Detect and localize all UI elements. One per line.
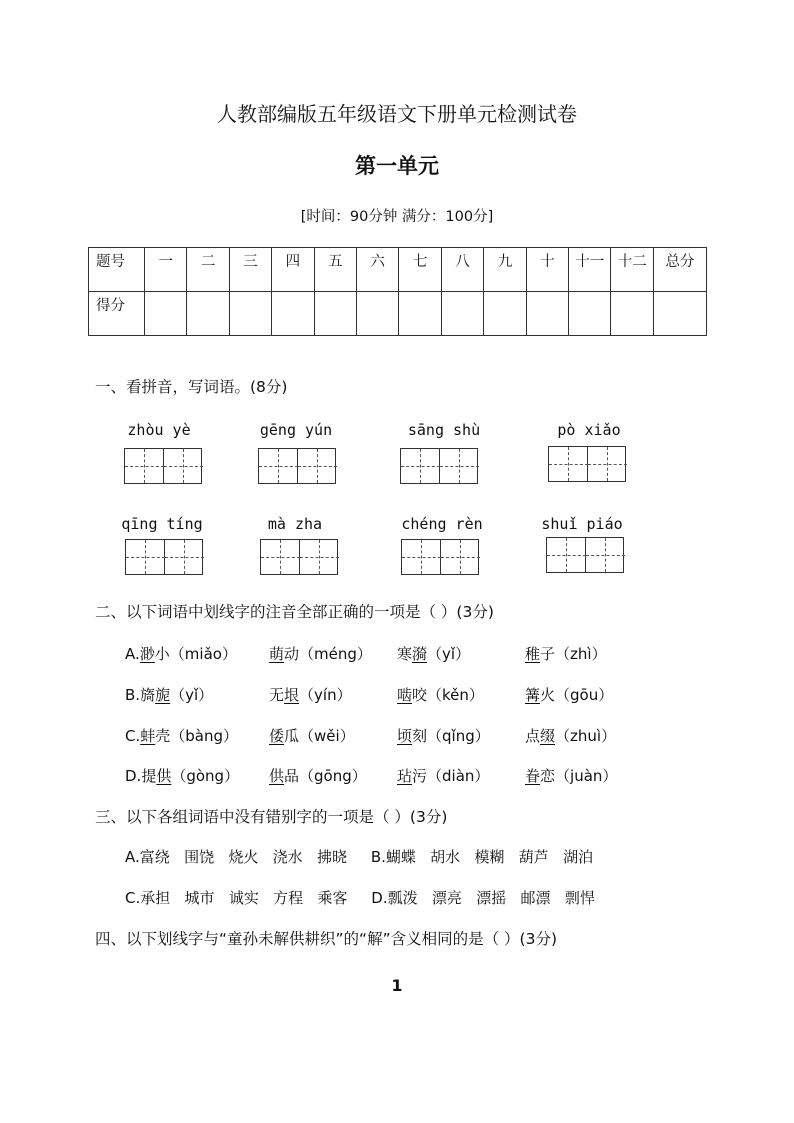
option-word: 玷污（diàn） (397, 767, 490, 785)
score-table (88, 247, 707, 336)
score-cell[interactable] (229, 292, 271, 336)
score-cell[interactable] (526, 292, 568, 336)
character-writing-box[interactable] (260, 539, 338, 575)
option-word: 篝火（gōu） (525, 686, 614, 704)
character-writing-box[interactable] (400, 448, 478, 484)
pinyin-prompt: mà zha (267, 515, 323, 533)
time-score-info: [时间：90分钟 满分：100分] (300, 209, 494, 225)
table-cell: 十 (526, 248, 568, 292)
table-cell: 七 (399, 248, 441, 292)
score-table-score-row (89, 292, 707, 336)
score-cell[interactable] (654, 292, 707, 336)
character-writing-box[interactable] (125, 539, 203, 575)
page-number: 1 (391, 976, 403, 995)
score-cell[interactable] (187, 292, 229, 336)
pinyin-prompt: sāng shù (407, 421, 481, 439)
exam-title: 人教部编版五年级语文下册单元检测试卷 (217, 102, 577, 126)
option-word: C.蚌壳（bàng） (125, 727, 239, 745)
character-writing-box[interactable] (258, 448, 336, 484)
option-word: D.提供（gòng） (125, 767, 240, 785)
table-cell: 得分 (89, 292, 145, 336)
table-cell: 六 (357, 248, 399, 292)
option-word: 倭瓜（wěi） (269, 727, 355, 745)
pinyin-prompt: chéng rèn (401, 515, 483, 533)
character-writing-box[interactable] (401, 539, 479, 575)
pinyin-prompt: shuǐ piáo (541, 515, 623, 533)
option-word: 啮咬（kěn） (397, 686, 484, 704)
score-cell[interactable] (399, 292, 441, 336)
table-cell: 题号 (89, 248, 145, 292)
question-3-options-line-1: A.富绕 围饶 烧火 浇水 拂晓 B.蝴蝶 胡水 模糊 葫芦 湖泊 (125, 848, 594, 866)
pinyin-prompt: pò xiǎo (557, 421, 621, 439)
table-cell: 四 (272, 248, 314, 292)
character-writing-box[interactable] (548, 446, 626, 482)
question-3-options-line-2: C.承担 城市 诚实 方程 乘客 D.瓢泼 漂亮 漂摇 邮漂 剽悍 (125, 889, 595, 907)
option-word: 无垠（yín） (269, 686, 352, 704)
option-word: 眷恋（juàn） (525, 767, 618, 785)
unit-title: 第一单元 (355, 153, 439, 178)
option-word: 寒漪（yǐ） (397, 645, 471, 663)
score-cell[interactable] (357, 292, 399, 336)
question-3-heading: 三、以下各组词语中没有错别字的一项是（ ）(3分) (95, 808, 448, 826)
question-1-heading: 一、看拼音，写词语。(8分) (95, 378, 288, 396)
option-word: A.渺小（miǎo） (125, 645, 237, 663)
table-cell: 五 (314, 248, 356, 292)
table-cell: 九 (484, 248, 526, 292)
score-cell[interactable] (569, 292, 611, 336)
table-cell: 一 (145, 248, 187, 292)
pinyin-prompt: gēng yún (259, 421, 333, 439)
option-word: 萌动（méng） (269, 645, 372, 663)
option-word: 稚子（zhì） (525, 645, 607, 663)
score-cell[interactable] (484, 292, 526, 336)
score-cell[interactable] (314, 292, 356, 336)
question-4-heading: 四、以下划线字与“童孙未解供耕织”的“解”含义相同的是（ ）(3分) (95, 930, 558, 948)
option-word: 点缀（zhuì） (525, 727, 617, 745)
character-writing-box[interactable] (546, 537, 624, 573)
pinyin-prompt: qīng tíng (121, 515, 203, 533)
option-word: 供品（gōng） (269, 767, 367, 785)
character-writing-box[interactable] (124, 448, 202, 484)
option-word: 顷刻（qǐng） (397, 727, 490, 745)
score-cell[interactable] (272, 292, 314, 336)
score-table-header-row (89, 248, 707, 292)
table-cell: 十二 (611, 248, 654, 292)
table-cell: 八 (441, 248, 483, 292)
score-cell[interactable] (611, 292, 654, 336)
table-cell: 三 (229, 248, 271, 292)
pinyin-prompt: zhòu yè (127, 421, 191, 439)
table-cell: 十一 (569, 248, 611, 292)
score-cell[interactable] (145, 292, 187, 336)
score-cell[interactable] (441, 292, 483, 336)
question-2-heading: 二、以下词语中划线字的注音全部正确的一项是（ ）(3分) (95, 603, 494, 621)
table-cell: 二 (187, 248, 229, 292)
table-cell: 总分 (654, 248, 707, 292)
option-word: B.旖旎（yǐ） (125, 686, 214, 704)
